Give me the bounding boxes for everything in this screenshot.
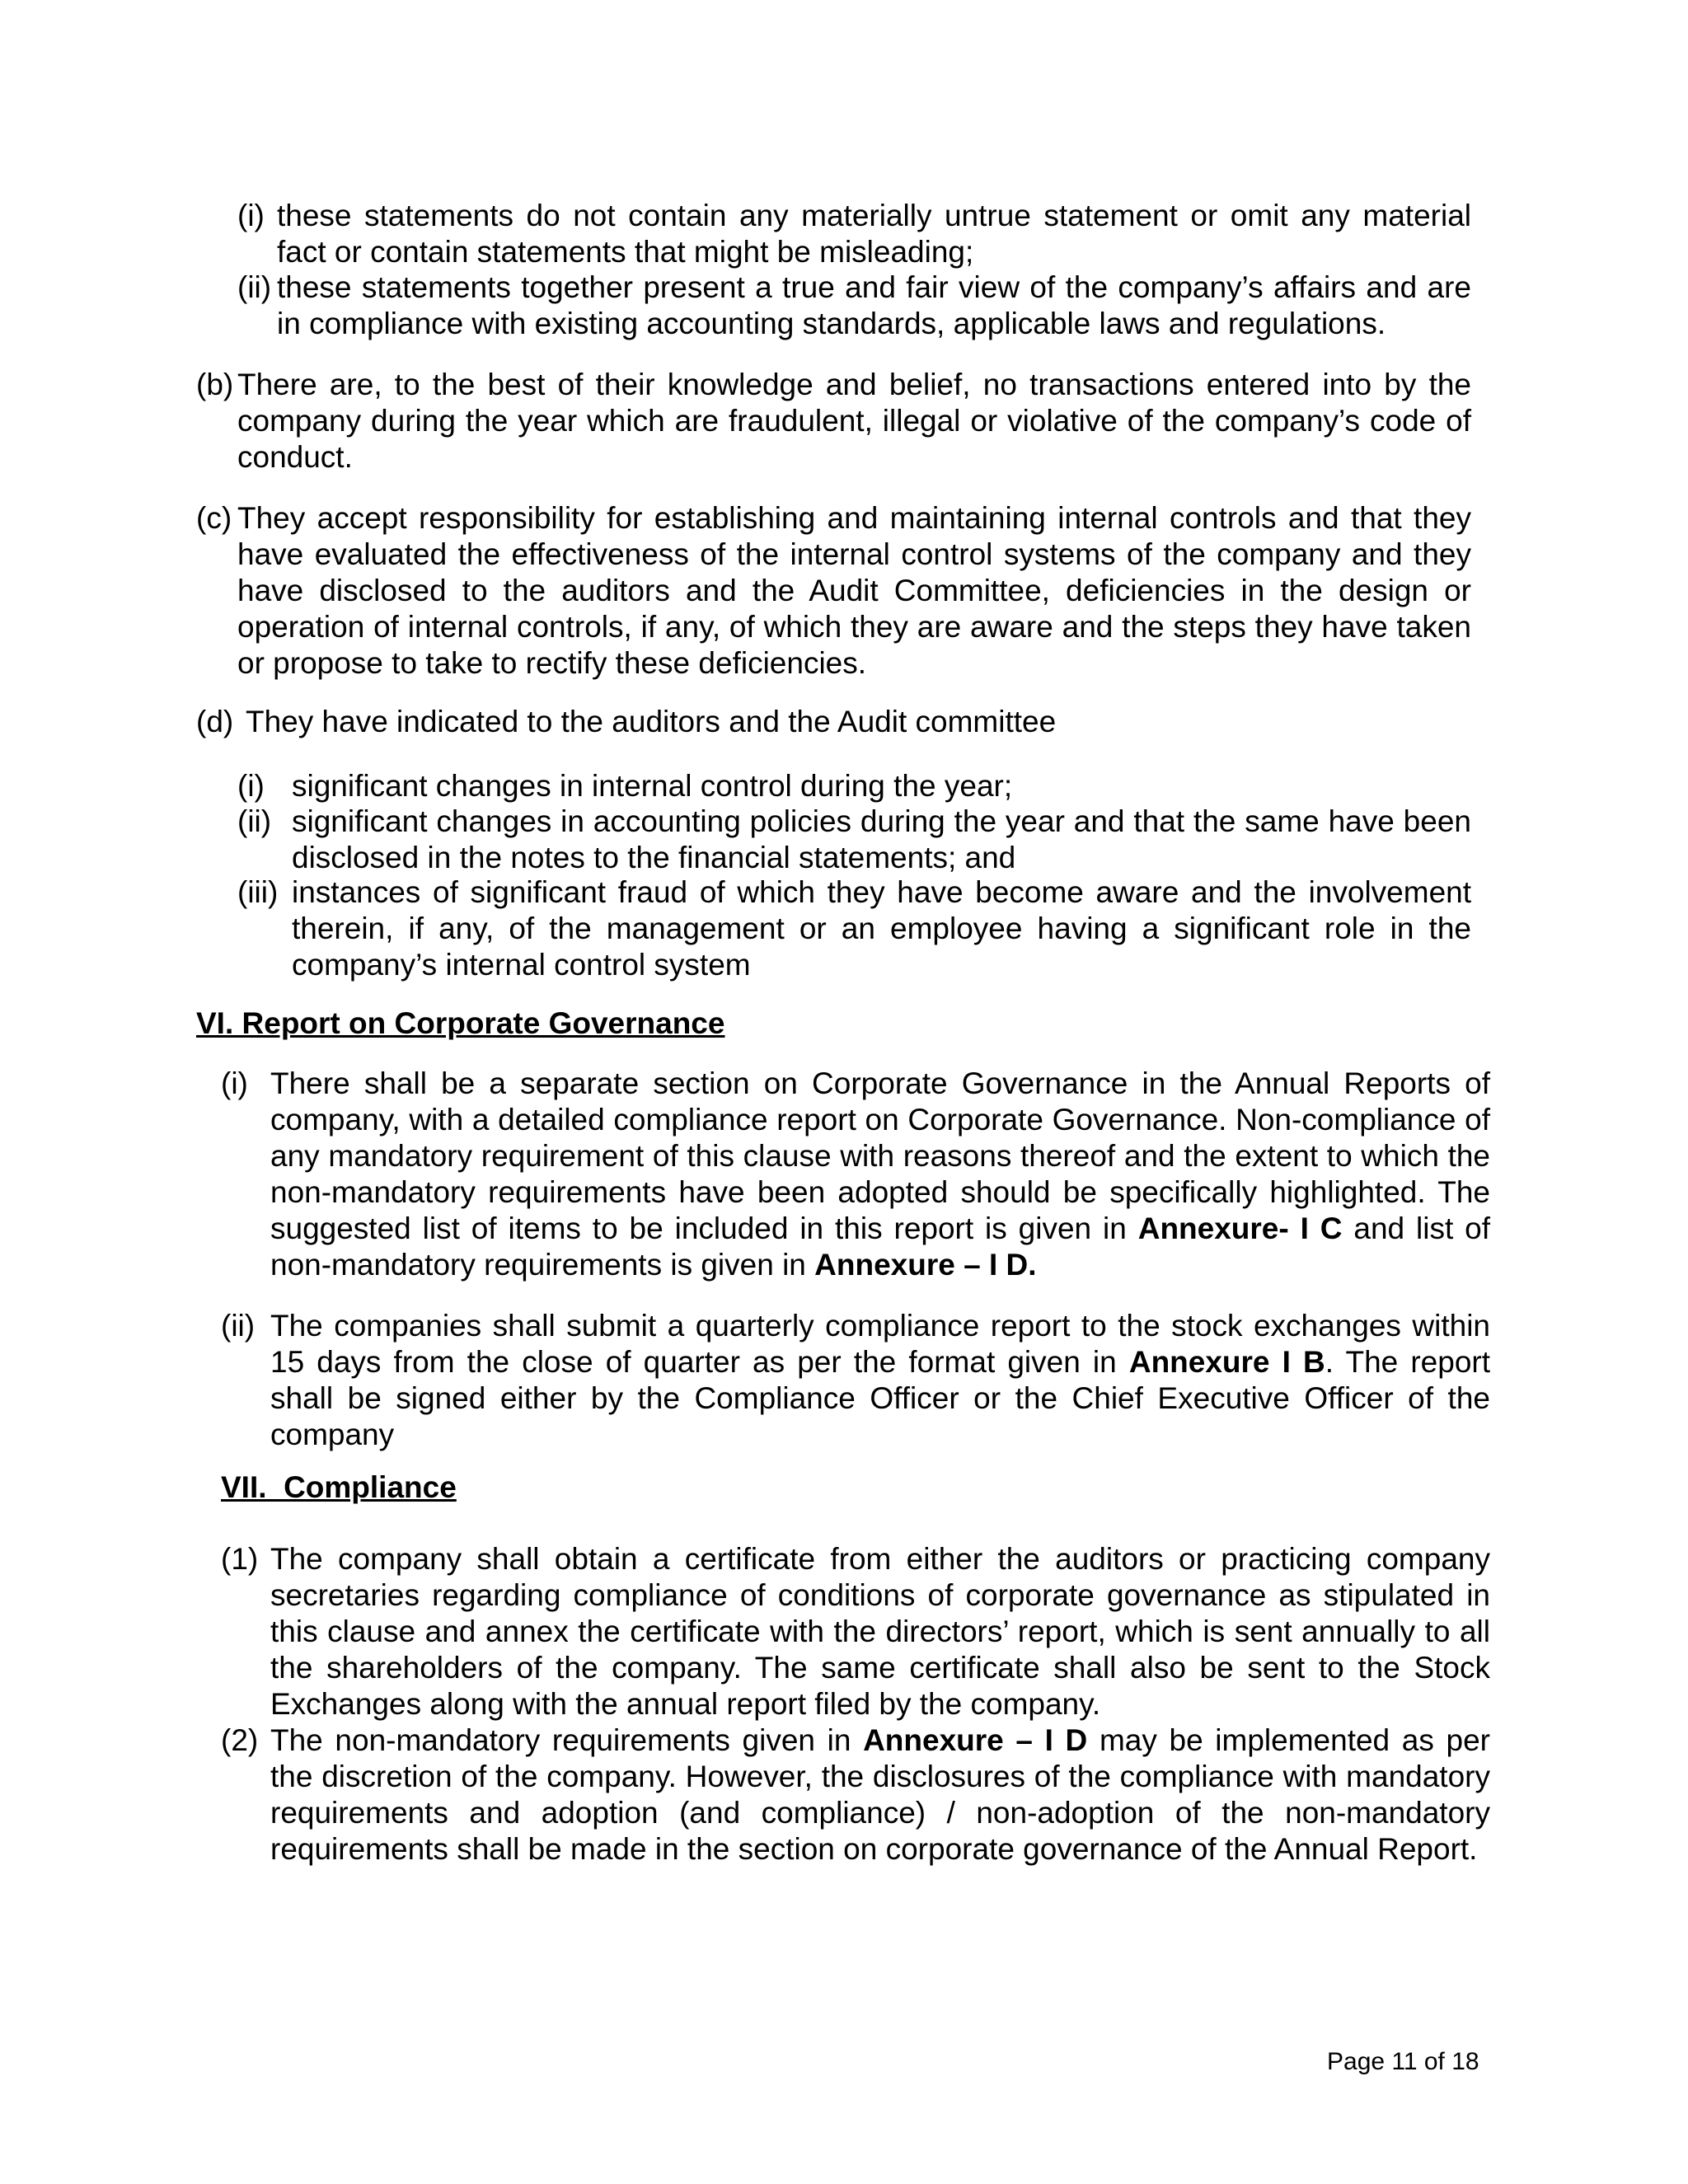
section-heading-vii: VII. Compliance bbox=[221, 1470, 457, 1504]
list-item-d-ii bbox=[237, 804, 1471, 876]
list-label: (ii) bbox=[221, 1309, 256, 1343]
list-item-a-ii bbox=[237, 269, 1471, 342]
page-number: Page 11 of 18 bbox=[1327, 2048, 1479, 2075]
list-item-d-i bbox=[237, 768, 1471, 804]
list-item-d-iii bbox=[237, 874, 1471, 983]
annexure-reference: Annexure – I D bbox=[863, 1723, 1088, 1757]
paragraph-text: The companies shall submit a quarterly compliance report to the stock exchanges within 15 days from the close of quarter as per the format given in bbox=[270, 1309, 1490, 1379]
section-vii-item-1 bbox=[221, 1541, 1490, 1722]
list-text: significant changes in internal control during the year; bbox=[292, 769, 1013, 803]
list-text: They accept responsibility for establishing and maintaining internal controls and that they have evaluated the effectiveness of the internal control systems of the company and they have disclosed to the auditors and the Audit Committee, deficiencies in the design or operation of internal controls, if any, of which they are aware and the steps they have taken or propose to take to rectify these deficiencies. bbox=[237, 501, 1471, 680]
list-label: (ii) bbox=[237, 804, 272, 838]
list-label: (i) bbox=[221, 1066, 248, 1100]
paragraph-text: The company shall obtain a certificate from either the auditors or practicing company secretaries regarding compliance of conditions of corporate governance as stipulated in this clause and annex the certificate with the directors’ report, which is sent annually to all the shareholders of the company. The same certificate shall also be sent to the Stock Exchanges along with the annual report filed by the company. bbox=[270, 1542, 1490, 1721]
list-label: (i) bbox=[237, 199, 265, 232]
paragraph-text: The non-mandatory requirements given in bbox=[270, 1723, 851, 1757]
list-text: They have indicated to the auditors and the Audit committee bbox=[246, 705, 1057, 738]
section-vi-item-i bbox=[221, 1066, 1490, 1283]
section-vii-item-2 bbox=[221, 1722, 1490, 1868]
list-label: (d) bbox=[196, 705, 234, 738]
paragraph-text: . The report shall be signed either by the Compliance Officer or the Chief Executive Officer of the company bbox=[270, 1345, 1490, 1451]
annexure-reference: Annexure – I D. bbox=[814, 1248, 1037, 1282]
list-label: (i) bbox=[237, 769, 265, 803]
list-label: (iii) bbox=[237, 875, 279, 909]
list-text: these statements do not contain any materially untrue statement or omit any material fact or contain statements that might be misleading; bbox=[277, 199, 1471, 269]
list-label: (ii) bbox=[237, 270, 272, 304]
list-label: (1) bbox=[221, 1542, 259, 1576]
list-item-c bbox=[196, 500, 1471, 682]
list-text bbox=[221, 1541, 1490, 1722]
section-heading-vi: VI. Report on Corporate Governance bbox=[196, 1006, 725, 1040]
paragraph-text: may be implemented as per the discretion of the company. However, the disclosures of the compliance with mandatory requirements and adoption (and compliance) / non-adoption of the non-mandatory requirements shall be made in the section on corporate governance of the Annual Report. bbox=[270, 1723, 1490, 1866]
list-text: instances of significant fraud of which they have become aware and the involvement therein, if any, of the management or an employee having a significant role in the company’s internal control system bbox=[292, 875, 1471, 982]
list-label: (2) bbox=[221, 1723, 259, 1757]
list-item-d bbox=[196, 704, 1471, 740]
list-label: (c) bbox=[196, 501, 232, 535]
annexure-reference: Annexure I B bbox=[1128, 1345, 1325, 1379]
list-text bbox=[221, 1308, 1490, 1453]
annexure-reference: Annexure- I C bbox=[1137, 1212, 1343, 1245]
paragraph-text: and list of non-mandatory requirements is given in bbox=[270, 1212, 1491, 1282]
list-text bbox=[221, 1066, 1490, 1283]
list-text: these statements together present a true and fair view of the company’s affairs and are in compliance with existing accounting standards, applicable laws and regulations. bbox=[277, 270, 1471, 340]
list-text: significant changes in accounting policies during the year and that the same have been disclosed in the notes to the financial statements; and bbox=[292, 804, 1471, 874]
list-item-b bbox=[196, 367, 1471, 476]
list-text bbox=[221, 1722, 1490, 1868]
paragraph-text: There shall be a separate section on Corporate Governance in the Annual Reports of company, with a detailed compliance report on Corporate Governance. Non-compliance of any mandatory requirement of this clause with reasons thereof and the extent to which the non-mandatory requirements have been adopted should be specifically highlighted. The suggested list of items to be included in this report is given in bbox=[270, 1066, 1490, 1245]
list-item-a-i bbox=[237, 198, 1471, 270]
section-vi-item-ii bbox=[221, 1308, 1490, 1453]
list-text: There are, to the best of their knowledge and belief, no transactions entered into by the company during the year which are fraudulent, illegal or violative of the company’s code of conduct. bbox=[237, 368, 1471, 474]
list-label: (b) bbox=[196, 368, 234, 401]
